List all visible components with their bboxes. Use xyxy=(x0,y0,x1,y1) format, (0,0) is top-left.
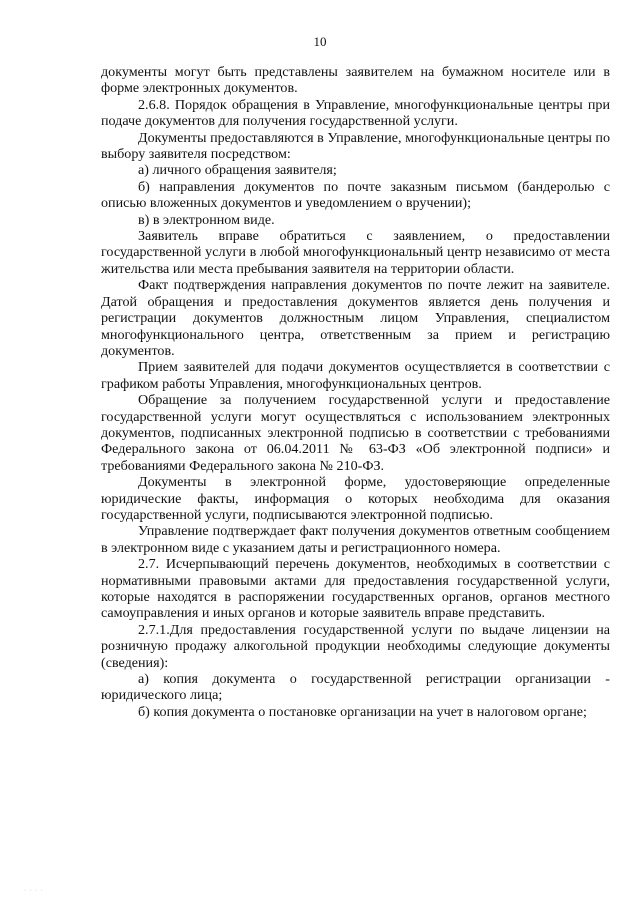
paragraph: Факт подтверждения направления документов по почте лежит на заявителе. Датой обращения и предоставления документов является день получения и регистрации документов должностным лицом Управления, специалистом многофункционального центра, ответственным за прием и регистрацию документов. xyxy=(101,277,610,359)
document-body xyxy=(101,64,610,720)
list-item: в) в электронном виде. xyxy=(138,211,275,228)
paragraph: документы могут быть представлены заявителем на бумажном носителе или в форме электронных документов. xyxy=(101,64,610,97)
scan-artifact: · · · · xyxy=(24,888,44,894)
paragraph: 2.7.1.Для предоставления государственной услуги по выдаче лицензии на розничную продажу алкогольной продукции необходимы следующие документы (сведения): xyxy=(101,621,610,671)
paragraph: Управление подтверждает факт получения документов ответным сообщением в электронном виде с указанием даты и регистрационного номера. xyxy=(101,523,610,556)
list-item: б) направления документов по почте заказным письмом (бандеролью с описью вложенных документов и уведомлением о вручении); xyxy=(101,178,610,212)
page-number: 10 xyxy=(313,34,327,49)
paragraph: Обращение за получением государственной услуги и предоставление государственной услуги могут осуществляться с использованием электронных документов, подписанных электронной подписью в соответствии с требованиями Федерального закона от 06.04.2011 № 63-ФЗ «Об электронной подписи» и требованиями Федерального закона № 210-ФЗ. xyxy=(101,392,610,474)
list-item: б) копия документа о постановке организации на учет в налоговом органе; xyxy=(138,703,587,720)
section-heading: 2.7. Исчерпывающий перечень документов, необходимых в соответствии с нормативными правовыми актами для предоставления государственной услуги, которые находятся в распоряжении государственных органов, органов местного самоуправления и иных органов и которые заявитель вправе представить. xyxy=(101,556,610,622)
paragraph: 2.6.8. Порядок обращения в Управление, многофункциональные центры при подаче документов для получения государственной услуги. xyxy=(101,96,610,130)
paragraph: Документы в электронной форме, удостоверяющие определенные юридические факты, информация о которых необходима для оказания государственной услуги, подписываются электронной подписью. xyxy=(101,474,610,523)
list-item: а) личного обращения заявителя; xyxy=(138,162,337,179)
paragraph: Прием заявителей для подачи документов осуществляется в соответствии с графиком работы Управления, многофункциональных центров. xyxy=(101,359,610,392)
paragraph: Документы предоставляются в Управление, многофункциональные центры по выбору заявителя посредством: xyxy=(101,129,610,163)
paragraph: Заявитель вправе обратиться с заявлением, о предоставлении государственной услуги в любой многофункциональный центр независимо от места жительства или места пребывания заявителя на территории области. xyxy=(101,228,610,277)
list-item: а) копия документа о государственной регистрации организации - юридического лица; xyxy=(101,671,610,704)
